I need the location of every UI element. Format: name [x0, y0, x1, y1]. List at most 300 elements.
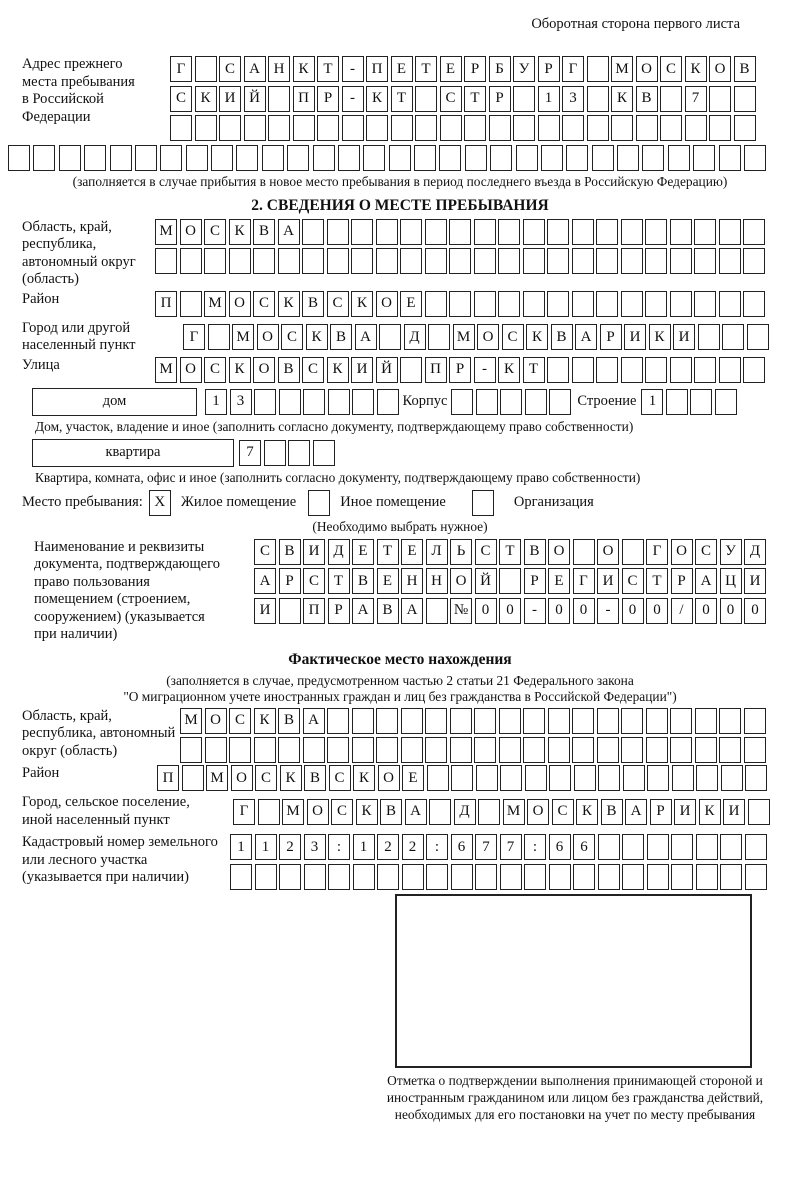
- char-box[interactable]: [670, 219, 692, 245]
- char-box[interactable]: [288, 440, 310, 466]
- char-box[interactable]: [303, 389, 325, 415]
- char-box[interactable]: [254, 737, 276, 763]
- char-box[interactable]: 0: [695, 598, 717, 624]
- char-box[interactable]: [262, 145, 284, 171]
- char-box[interactable]: [523, 737, 545, 763]
- char-box[interactable]: [425, 708, 447, 734]
- char-box[interactable]: 1: [205, 389, 227, 415]
- char-box[interactable]: [670, 357, 692, 383]
- char-box[interactable]: 2: [377, 834, 399, 860]
- char-box[interactable]: [376, 708, 398, 734]
- char-box[interactable]: -: [597, 598, 619, 624]
- char-box[interactable]: 0: [744, 598, 766, 624]
- char-box[interactable]: И: [303, 539, 325, 565]
- char-box[interactable]: [719, 291, 741, 317]
- char-box[interactable]: [376, 248, 398, 274]
- char-box[interactable]: И: [673, 324, 695, 350]
- char-box[interactable]: 0: [720, 598, 742, 624]
- char-box[interactable]: Р: [464, 56, 486, 82]
- char-box[interactable]: К: [327, 357, 349, 383]
- char-box[interactable]: [645, 219, 667, 245]
- char-box[interactable]: [182, 765, 204, 791]
- char-box[interactable]: [670, 708, 692, 734]
- char-box[interactable]: [690, 389, 712, 415]
- char-box[interactable]: В: [636, 86, 658, 112]
- char-box[interactable]: [709, 86, 731, 112]
- char-box[interactable]: М: [453, 324, 475, 350]
- char-box[interactable]: Е: [352, 539, 374, 565]
- char-box[interactable]: [474, 708, 496, 734]
- char-box[interactable]: [547, 248, 569, 274]
- char-box[interactable]: О: [205, 708, 227, 734]
- char-box[interactable]: [205, 737, 227, 763]
- char-box[interactable]: М: [282, 799, 304, 825]
- char-box[interactable]: [671, 864, 693, 890]
- char-box[interactable]: 6: [573, 834, 595, 860]
- char-box[interactable]: [744, 737, 766, 763]
- char-box[interactable]: И: [219, 86, 241, 112]
- char-box[interactable]: [748, 799, 770, 825]
- char-box[interactable]: [523, 248, 545, 274]
- char-box[interactable]: [598, 834, 620, 860]
- char-box[interactable]: [670, 737, 692, 763]
- char-box[interactable]: О: [378, 765, 400, 791]
- char-box[interactable]: 7: [685, 86, 707, 112]
- char-box[interactable]: [500, 864, 522, 890]
- char-box[interactable]: [642, 145, 664, 171]
- char-box[interactable]: С: [281, 324, 303, 350]
- char-box[interactable]: [450, 708, 472, 734]
- char-box[interactable]: 1: [641, 389, 663, 415]
- char-box[interactable]: [722, 324, 744, 350]
- char-box[interactable]: И: [597, 568, 619, 594]
- char-box[interactable]: К: [699, 799, 721, 825]
- char-box[interactable]: [693, 145, 715, 171]
- char-box[interactable]: [8, 145, 30, 171]
- char-box[interactable]: П: [157, 765, 179, 791]
- char-box[interactable]: [401, 737, 423, 763]
- char-box[interactable]: Г: [562, 56, 584, 82]
- char-box[interactable]: [621, 291, 643, 317]
- char-box[interactable]: В: [278, 357, 300, 383]
- char-box[interactable]: [621, 219, 643, 245]
- char-box[interactable]: [426, 598, 448, 624]
- char-box[interactable]: [268, 86, 290, 112]
- char-box[interactable]: С: [253, 291, 275, 317]
- char-box[interactable]: А: [355, 324, 377, 350]
- char-box[interactable]: [376, 737, 398, 763]
- char-box[interactable]: С: [329, 765, 351, 791]
- char-box[interactable]: [351, 219, 373, 245]
- char-box[interactable]: П: [425, 357, 447, 383]
- char-box[interactable]: К: [293, 56, 315, 82]
- char-box[interactable]: [302, 248, 324, 274]
- char-box[interactable]: К: [278, 291, 300, 317]
- char-box[interactable]: [474, 737, 496, 763]
- char-box[interactable]: 7: [500, 834, 522, 860]
- char-box[interactable]: [465, 145, 487, 171]
- char-box[interactable]: [313, 145, 335, 171]
- char-box[interactable]: К: [254, 708, 276, 734]
- char-box[interactable]: П: [293, 86, 315, 112]
- char-box[interactable]: [353, 864, 375, 890]
- char-box[interactable]: [596, 219, 618, 245]
- char-box[interactable]: [338, 145, 360, 171]
- char-box[interactable]: :: [328, 834, 350, 860]
- char-box[interactable]: [351, 248, 373, 274]
- char-box[interactable]: [279, 389, 301, 415]
- char-box[interactable]: О: [709, 56, 731, 82]
- char-box[interactable]: [645, 248, 667, 274]
- char-box[interactable]: А: [352, 598, 374, 624]
- char-box[interactable]: [548, 737, 570, 763]
- char-box[interactable]: [671, 834, 693, 860]
- char-box[interactable]: И: [624, 324, 646, 350]
- stay-option-checkbox-other[interactable]: [308, 490, 330, 516]
- char-box[interactable]: [719, 219, 741, 245]
- char-box[interactable]: 0: [548, 598, 570, 624]
- char-box[interactable]: И: [723, 799, 745, 825]
- char-box[interactable]: [425, 248, 447, 274]
- char-box[interactable]: :: [426, 834, 448, 860]
- char-box[interactable]: Р: [328, 598, 350, 624]
- char-box[interactable]: Ц: [720, 568, 742, 594]
- char-box[interactable]: 3: [230, 389, 252, 415]
- char-box[interactable]: Т: [328, 568, 350, 594]
- char-box[interactable]: К: [306, 324, 328, 350]
- char-box[interactable]: [204, 248, 226, 274]
- char-box[interactable]: [719, 708, 741, 734]
- char-box[interactable]: [646, 737, 668, 763]
- char-box[interactable]: К: [649, 324, 671, 350]
- char-box[interactable]: Д: [454, 799, 476, 825]
- char-box[interactable]: [474, 248, 496, 274]
- char-box[interactable]: [538, 115, 560, 141]
- char-box[interactable]: [547, 291, 569, 317]
- char-box[interactable]: 7: [239, 440, 261, 466]
- char-box[interactable]: [622, 864, 644, 890]
- char-box[interactable]: О: [257, 324, 279, 350]
- char-box[interactable]: К: [356, 799, 378, 825]
- char-box[interactable]: Р: [671, 568, 693, 594]
- char-box[interactable]: С: [331, 799, 353, 825]
- char-box[interactable]: Р: [538, 56, 560, 82]
- char-box[interactable]: [541, 145, 563, 171]
- char-box[interactable]: К: [229, 357, 251, 383]
- char-box[interactable]: П: [155, 291, 177, 317]
- char-box[interactable]: В: [304, 765, 326, 791]
- char-box[interactable]: С: [440, 86, 462, 112]
- char-box[interactable]: О: [253, 357, 275, 383]
- char-box[interactable]: [617, 145, 639, 171]
- char-box[interactable]: -: [342, 56, 364, 82]
- char-box[interactable]: [450, 737, 472, 763]
- char-box[interactable]: [709, 115, 731, 141]
- char-box[interactable]: О: [636, 56, 658, 82]
- char-box[interactable]: [572, 291, 594, 317]
- char-box[interactable]: [513, 115, 535, 141]
- char-box[interactable]: К: [685, 56, 707, 82]
- char-box[interactable]: [598, 765, 620, 791]
- char-box[interactable]: К: [353, 765, 375, 791]
- char-box[interactable]: [525, 389, 547, 415]
- char-box[interactable]: [499, 737, 521, 763]
- char-box[interactable]: [647, 834, 669, 860]
- char-box[interactable]: А: [695, 568, 717, 594]
- char-box[interactable]: [211, 145, 233, 171]
- char-box[interactable]: [744, 708, 766, 734]
- char-box[interactable]: [721, 765, 743, 791]
- char-box[interactable]: [400, 219, 422, 245]
- char-box[interactable]: [672, 765, 694, 791]
- char-box[interactable]: -: [342, 86, 364, 112]
- char-box[interactable]: [244, 115, 266, 141]
- char-box[interactable]: [694, 248, 716, 274]
- char-box[interactable]: [279, 864, 301, 890]
- char-box[interactable]: [498, 291, 520, 317]
- char-box[interactable]: 6: [451, 834, 473, 860]
- char-box[interactable]: [313, 440, 335, 466]
- char-box[interactable]: [328, 864, 350, 890]
- char-box[interactable]: [597, 708, 619, 734]
- char-box[interactable]: [352, 737, 374, 763]
- char-box[interactable]: [135, 145, 157, 171]
- char-box[interactable]: [660, 86, 682, 112]
- char-box[interactable]: [415, 86, 437, 112]
- char-box[interactable]: Е: [400, 291, 422, 317]
- char-box[interactable]: [670, 291, 692, 317]
- char-box[interactable]: М: [180, 708, 202, 734]
- char-box[interactable]: С: [204, 219, 226, 245]
- char-box[interactable]: [621, 737, 643, 763]
- char-box[interactable]: [745, 765, 767, 791]
- char-box[interactable]: [303, 737, 325, 763]
- char-box[interactable]: В: [601, 799, 623, 825]
- char-box[interactable]: В: [377, 598, 399, 624]
- char-box[interactable]: М: [204, 291, 226, 317]
- char-box[interactable]: Г: [573, 568, 595, 594]
- char-box[interactable]: [592, 145, 614, 171]
- char-box[interactable]: К: [611, 86, 633, 112]
- char-box[interactable]: [743, 291, 765, 317]
- char-box[interactable]: [489, 115, 511, 141]
- char-box[interactable]: [476, 765, 498, 791]
- char-box[interactable]: [180, 291, 202, 317]
- char-box[interactable]: [490, 145, 512, 171]
- char-box[interactable]: В: [380, 799, 402, 825]
- char-box[interactable]: Е: [401, 539, 423, 565]
- char-box[interactable]: [268, 115, 290, 141]
- char-box[interactable]: [180, 737, 202, 763]
- char-box[interactable]: Д: [744, 539, 766, 565]
- char-box[interactable]: [327, 219, 349, 245]
- char-box[interactable]: [694, 357, 716, 383]
- char-box[interactable]: Р: [279, 568, 301, 594]
- char-box[interactable]: [670, 248, 692, 274]
- char-box[interactable]: С: [254, 539, 276, 565]
- char-box[interactable]: [747, 324, 769, 350]
- char-box[interactable]: С: [552, 799, 574, 825]
- char-box[interactable]: О: [307, 799, 329, 825]
- char-box[interactable]: 7: [475, 834, 497, 860]
- char-box[interactable]: Т: [499, 539, 521, 565]
- char-box[interactable]: [696, 834, 718, 860]
- char-box[interactable]: Н: [268, 56, 290, 82]
- char-box[interactable]: С: [255, 765, 277, 791]
- char-box[interactable]: [59, 145, 81, 171]
- char-box[interactable]: Т: [464, 86, 486, 112]
- char-box[interactable]: [622, 834, 644, 860]
- char-box[interactable]: Е: [440, 56, 462, 82]
- char-box[interactable]: Т: [646, 568, 668, 594]
- char-box[interactable]: №: [450, 598, 472, 624]
- char-box[interactable]: П: [366, 56, 388, 82]
- char-box[interactable]: [279, 598, 301, 624]
- char-box[interactable]: [587, 86, 609, 112]
- char-box[interactable]: Д: [404, 324, 426, 350]
- char-box[interactable]: [611, 115, 633, 141]
- char-box[interactable]: [110, 145, 132, 171]
- char-box[interactable]: Т: [317, 56, 339, 82]
- char-box[interactable]: В: [279, 539, 301, 565]
- char-box[interactable]: Н: [426, 568, 448, 594]
- char-box[interactable]: [254, 389, 276, 415]
- char-box[interactable]: [572, 219, 594, 245]
- char-box[interactable]: А: [254, 568, 276, 594]
- char-box[interactable]: И: [254, 598, 276, 624]
- char-box[interactable]: [547, 357, 569, 383]
- char-box[interactable]: [255, 864, 277, 890]
- char-box[interactable]: [449, 248, 471, 274]
- char-box[interactable]: [598, 864, 620, 890]
- char-box[interactable]: [160, 145, 182, 171]
- char-box[interactable]: О: [597, 539, 619, 565]
- char-box[interactable]: [327, 737, 349, 763]
- char-box[interactable]: [475, 864, 497, 890]
- char-box[interactable]: [734, 115, 756, 141]
- char-box[interactable]: -: [524, 598, 546, 624]
- char-box[interactable]: [155, 248, 177, 274]
- char-box[interactable]: [523, 219, 545, 245]
- char-box[interactable]: [302, 219, 324, 245]
- char-box[interactable]: [208, 324, 230, 350]
- char-box[interactable]: В: [734, 56, 756, 82]
- char-box[interactable]: [547, 219, 569, 245]
- char-box[interactable]: 1: [255, 834, 277, 860]
- char-box[interactable]: А: [303, 708, 325, 734]
- char-box[interactable]: [400, 248, 422, 274]
- char-box[interactable]: [745, 864, 767, 890]
- char-box[interactable]: М: [155, 357, 177, 383]
- char-box[interactable]: [745, 834, 767, 860]
- char-box[interactable]: [622, 539, 644, 565]
- char-box[interactable]: К: [229, 219, 251, 245]
- char-box[interactable]: Р: [650, 799, 672, 825]
- char-box[interactable]: А: [405, 799, 427, 825]
- char-box[interactable]: [572, 357, 594, 383]
- char-box[interactable]: С: [170, 86, 192, 112]
- char-box[interactable]: В: [278, 708, 300, 734]
- char-box[interactable]: С: [303, 568, 325, 594]
- char-box[interactable]: А: [278, 219, 300, 245]
- char-box[interactable]: [415, 115, 437, 141]
- char-box[interactable]: [219, 115, 241, 141]
- char-box[interactable]: 0: [646, 598, 668, 624]
- char-box[interactable]: [474, 291, 496, 317]
- char-box[interactable]: [500, 765, 522, 791]
- char-box[interactable]: С: [204, 357, 226, 383]
- char-box[interactable]: [414, 145, 436, 171]
- char-box[interactable]: [743, 248, 765, 274]
- char-box[interactable]: К: [576, 799, 598, 825]
- char-box[interactable]: У: [513, 56, 535, 82]
- char-box[interactable]: [236, 145, 258, 171]
- char-box[interactable]: С: [327, 291, 349, 317]
- char-box[interactable]: Й: [475, 568, 497, 594]
- char-box[interactable]: К: [195, 86, 217, 112]
- char-box[interactable]: :: [524, 834, 546, 860]
- char-box[interactable]: [499, 708, 521, 734]
- char-box[interactable]: О: [527, 799, 549, 825]
- char-box[interactable]: [328, 389, 350, 415]
- char-box[interactable]: [498, 219, 520, 245]
- char-box[interactable]: [694, 219, 716, 245]
- char-box[interactable]: [449, 219, 471, 245]
- char-box[interactable]: [425, 737, 447, 763]
- char-box[interactable]: Р: [600, 324, 622, 350]
- char-box[interactable]: [666, 389, 688, 415]
- char-box[interactable]: [352, 708, 374, 734]
- char-box[interactable]: [170, 115, 192, 141]
- char-box[interactable]: Д: [328, 539, 350, 565]
- char-box[interactable]: [574, 765, 596, 791]
- char-box[interactable]: [572, 708, 594, 734]
- char-box[interactable]: [428, 324, 450, 350]
- char-box[interactable]: [694, 291, 716, 317]
- char-box[interactable]: [698, 324, 720, 350]
- char-box[interactable]: Л: [426, 539, 448, 565]
- char-box[interactable]: [464, 115, 486, 141]
- char-box[interactable]: [499, 568, 521, 594]
- char-box[interactable]: В: [253, 219, 275, 245]
- char-box[interactable]: Й: [376, 357, 398, 383]
- char-box[interactable]: [377, 389, 399, 415]
- char-box[interactable]: 3: [304, 834, 326, 860]
- char-box[interactable]: [425, 219, 447, 245]
- char-box[interactable]: [376, 219, 398, 245]
- char-box[interactable]: [429, 799, 451, 825]
- char-box[interactable]: Е: [391, 56, 413, 82]
- char-box[interactable]: [695, 708, 717, 734]
- char-box[interactable]: [427, 765, 449, 791]
- char-box[interactable]: 1: [353, 834, 375, 860]
- char-box[interactable]: [391, 115, 413, 141]
- char-box[interactable]: В: [524, 539, 546, 565]
- char-box[interactable]: [327, 708, 349, 734]
- char-box[interactable]: [400, 357, 422, 383]
- char-box[interactable]: О: [376, 291, 398, 317]
- char-box[interactable]: [523, 291, 545, 317]
- char-box[interactable]: [646, 708, 668, 734]
- char-box[interactable]: [587, 56, 609, 82]
- char-box[interactable]: [696, 864, 718, 890]
- char-box[interactable]: 1: [538, 86, 560, 112]
- char-box[interactable]: [401, 708, 423, 734]
- char-box[interactable]: 0: [622, 598, 644, 624]
- char-box[interactable]: [645, 291, 667, 317]
- char-box[interactable]: С: [502, 324, 524, 350]
- char-box[interactable]: [439, 145, 461, 171]
